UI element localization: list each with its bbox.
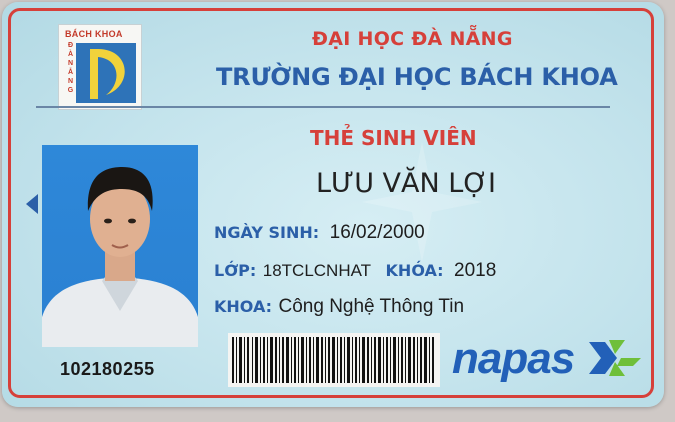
barcode-icon [228,333,440,387]
student-id-card [2,2,664,407]
logo-text: BÁCH KHOA [65,29,123,39]
class-label: LỚP: [214,261,257,280]
class-value: 18TCLCNHAT [262,261,372,280]
year-label: KHÓA: [385,261,444,280]
student-id-number: 102180255 [60,359,155,379]
watermark-star-icon [362,142,482,262]
portrait-icon [42,145,198,347]
student-name: LƯU VĂN LỢI [316,168,496,199]
year-value: 2018 [454,260,497,281]
napas-logo-icon [587,336,643,380]
card-type-title: THẺ SINH VIÊN [310,126,477,150]
faculty-row [214,296,464,318]
dob-value: 16/02/2000 [329,222,425,243]
dob-label: NGÀY SINH: [214,223,320,242]
logo-emblem-icon [76,43,136,103]
student-photo [42,145,198,347]
left-arrow-icon [26,194,38,214]
class-row [214,260,496,282]
school-name: TRƯỜNG ĐẠI HỌC BÁCH KHOA [216,63,618,91]
dob-row [214,222,425,244]
napas-logo-text: napas [452,334,575,383]
header-divider [36,106,610,108]
barcode [228,333,440,387]
university-name: ĐẠI HỌC ĐÀ NẴNG [312,28,513,50]
university-logo [58,24,142,110]
logo-vertical-text: ĐÀNẴNG [67,42,74,94]
faculty-value: Công Nghệ Thông Tin [278,296,465,317]
faculty-label: KHOA: [214,297,273,316]
